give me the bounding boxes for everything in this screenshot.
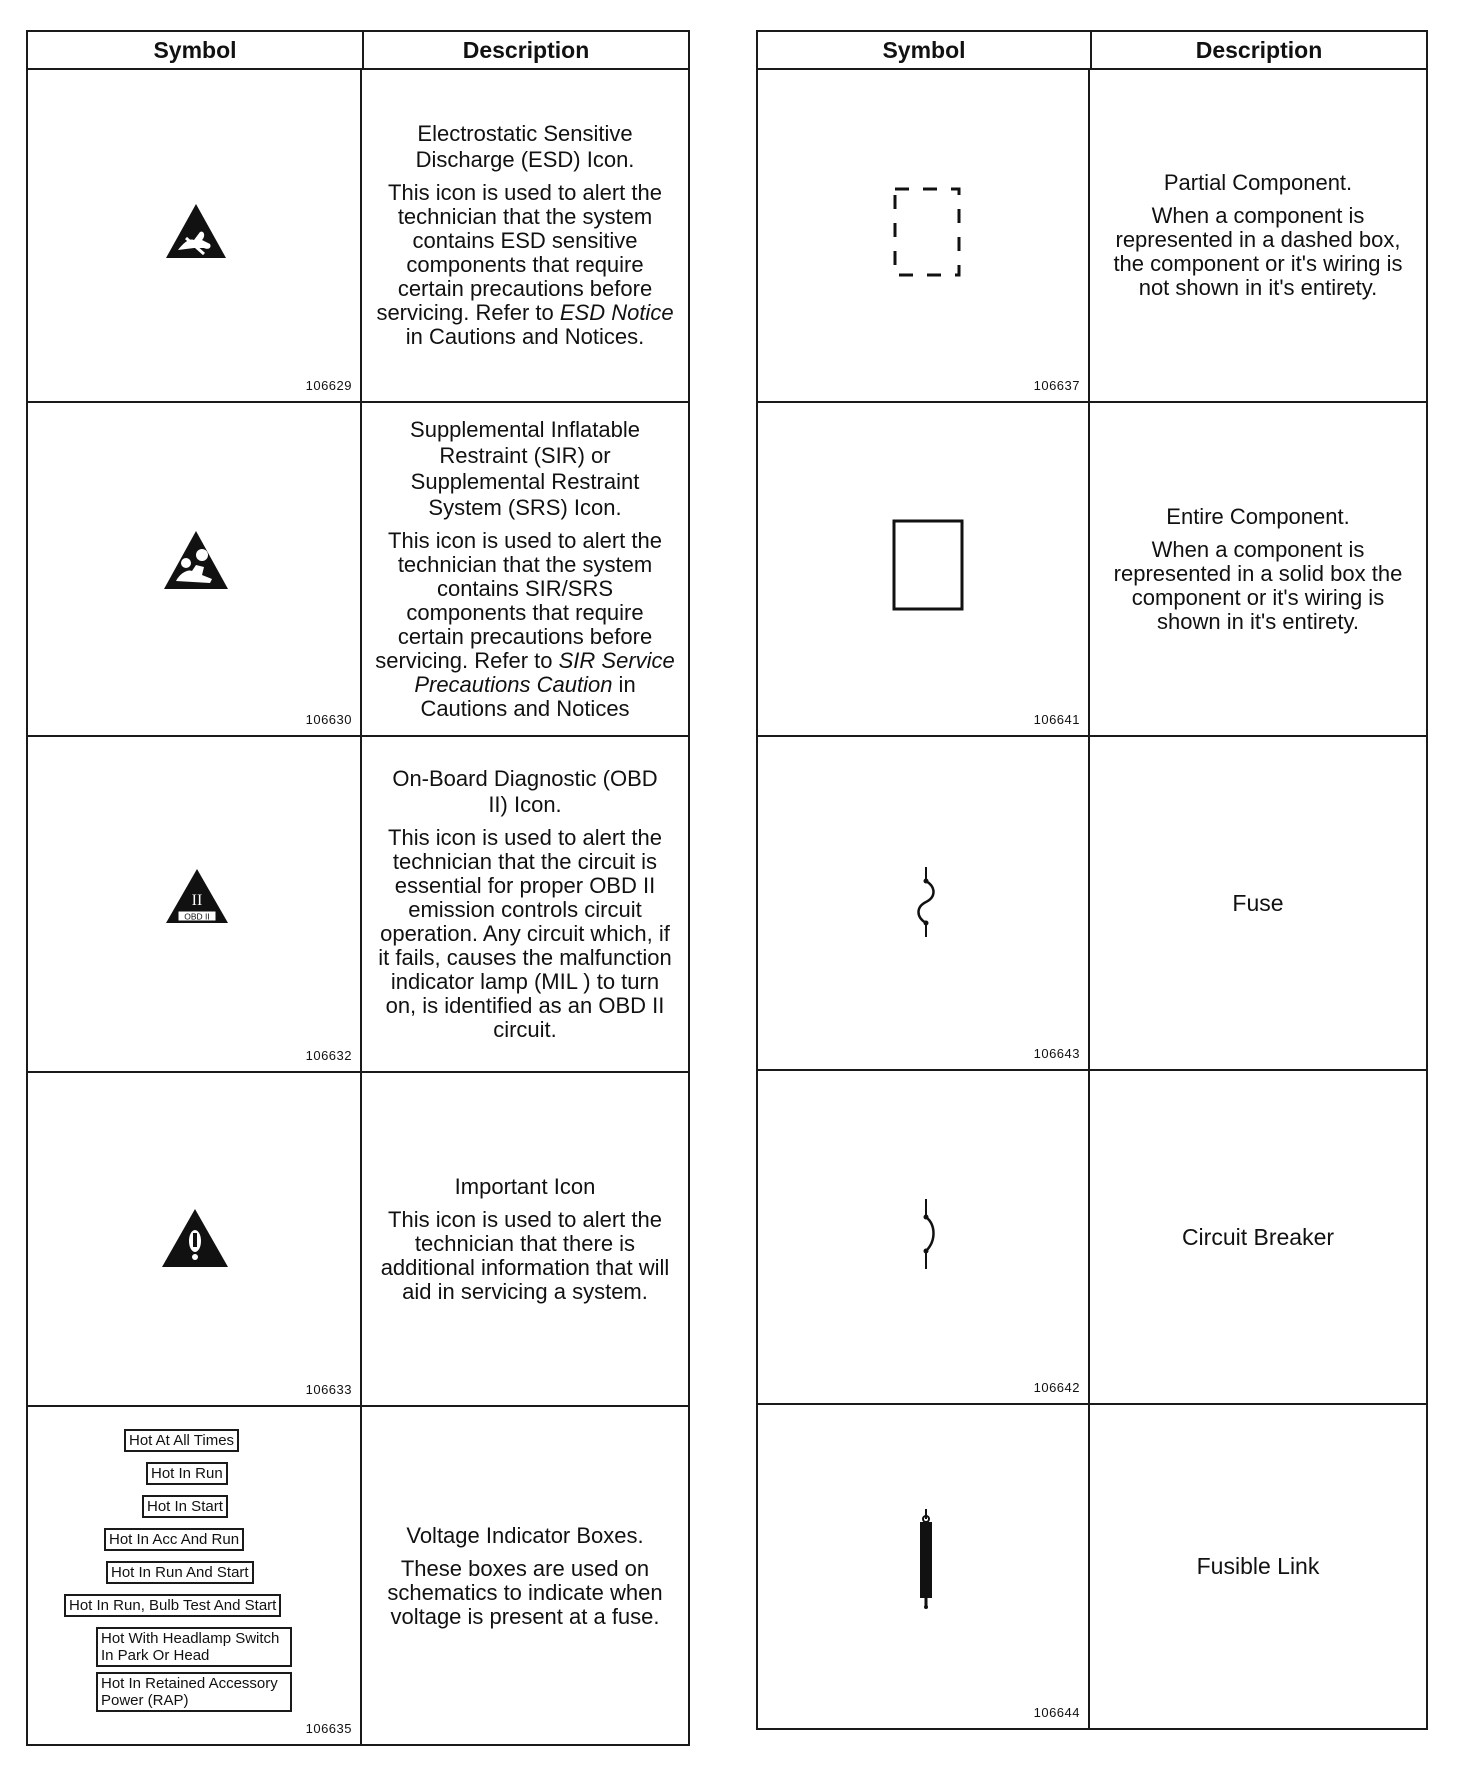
description-column-header: Description xyxy=(1195,36,1323,63)
description-title: Fusible Link xyxy=(1196,1553,1320,1579)
voltage-box: Hot In Retained Accessory Power (RAP) xyxy=(96,1672,292,1712)
description-body xyxy=(375,1557,675,1629)
symbol-cell xyxy=(758,68,1090,401)
table-row-esd xyxy=(28,68,688,403)
description-cell xyxy=(1090,403,1426,735)
body-text: This icon is used to alert the technician that there is additional information that will aid in servicing a system. xyxy=(380,1207,670,1304)
body-text-end: in Cautions and Notices xyxy=(420,672,636,721)
symbol-cell xyxy=(758,403,1090,735)
obd-ii-icon-numeral: II xyxy=(191,892,203,909)
table-row-obd-ii xyxy=(28,737,688,1073)
symbol-table-left xyxy=(26,30,690,1746)
voltage-box: Hot In Acc And Run xyxy=(104,1528,244,1551)
fuse-symbol xyxy=(914,867,938,942)
symbol-cell xyxy=(758,1405,1090,1728)
body-text: This icon is used to alert the technician that the system contains ESD sensitive components that require certain precautions before servicing. Refer to xyxy=(376,179,662,325)
figure-number: 106644 xyxy=(1033,1705,1080,1720)
description-title: Electrostatic Sensitive Discharge (ESD) Icon. xyxy=(415,120,635,172)
voltage-box: Hot In Run And Start xyxy=(106,1561,254,1584)
figure-number: 106633 xyxy=(305,1382,352,1397)
description-cell xyxy=(1090,68,1426,401)
important-icon xyxy=(160,1207,230,1274)
description-body xyxy=(375,826,675,1042)
table-row-fuse xyxy=(758,737,1426,1071)
esd-icon xyxy=(164,202,228,265)
symbol-cell xyxy=(28,1407,362,1744)
symbol-column-header: Symbol xyxy=(28,32,364,68)
table-row-sir-srs xyxy=(28,403,688,737)
description-title: Supplemental Inflatable Restraint (SIR) or Supplemental Restraint System (SRS) Icon. xyxy=(410,417,640,520)
table-header xyxy=(758,32,1426,70)
figure-number: 106642 xyxy=(1033,1380,1080,1395)
description-title: Important Icon xyxy=(454,1174,596,1199)
fusible-link-symbol xyxy=(914,1509,938,1614)
figure-number: 106643 xyxy=(1033,1046,1080,1061)
obd-ii-icon xyxy=(164,867,230,930)
figure-number: 106630 xyxy=(305,712,352,727)
voltage-box: Hot In Start xyxy=(142,1495,228,1518)
description-body xyxy=(375,1208,675,1304)
symbol-cell xyxy=(28,1073,362,1405)
description-body xyxy=(375,181,675,349)
description-cell xyxy=(1090,1405,1426,1728)
description-title: Circuit Breaker xyxy=(1181,1223,1335,1250)
description-cell xyxy=(1090,737,1426,1069)
table-row-entire-component xyxy=(758,403,1426,737)
description-title: Partial Component. xyxy=(1163,169,1353,195)
table-row-voltage-indicator xyxy=(28,1407,688,1744)
sir-srs-icon xyxy=(162,529,230,596)
figure-number: 106629 xyxy=(305,378,352,393)
voltage-box: Hot In Run xyxy=(146,1462,228,1485)
body-text: This icon is used to alert the technician that the system contains SIR/SRS components that require certain precautions before servicing. Refer to xyxy=(375,528,662,673)
description-cell xyxy=(362,737,688,1071)
body-emphasis: SIR Service Precautions Caution xyxy=(414,648,675,697)
symbol-column-header: Symbol xyxy=(758,32,1092,68)
body-text: This icon is used to alert the technician that the circuit is essential for proper OBD II emission controls circuit operation. Any circuit which, if it fails, causes the malfunction indicator lamp (MIL ) to turn on, is identified as an OBD II circuit. xyxy=(378,825,672,1042)
table-row-partial-component xyxy=(758,68,1426,403)
description-body xyxy=(375,529,675,721)
figure-number: 106635 xyxy=(305,1721,352,1736)
description-cell xyxy=(362,1073,688,1405)
description-cell xyxy=(362,68,688,401)
symbol-cell xyxy=(758,1071,1090,1403)
voltage-box: Hot At All Times xyxy=(124,1429,239,1452)
voltage-box: Hot In Run, Bulb Test And Start xyxy=(64,1594,281,1617)
body-emphasis: ESD Notice xyxy=(559,299,674,325)
symbol-cell xyxy=(758,737,1090,1069)
symbol-cell xyxy=(28,403,362,735)
description-body: When a component is represented in a solid box the component or it's wiring is shown in it's entirety. xyxy=(1113,537,1403,634)
table-row-circuit-breaker xyxy=(758,1071,1426,1405)
entire-component-symbol xyxy=(892,519,964,616)
body-text: These boxes are used on schematics to indicate when voltage is present at a fuse. xyxy=(387,1555,663,1629)
description-title: Entire Component. xyxy=(1166,504,1350,529)
table-row-important xyxy=(28,1073,688,1407)
circuit-breaker-symbol xyxy=(914,1199,938,1274)
description-title: Voltage Indicator Boxes. xyxy=(406,1522,644,1548)
partial-component-symbol xyxy=(892,186,962,283)
description-cell xyxy=(362,1407,688,1744)
figure-number: 106641 xyxy=(1033,712,1080,727)
symbol-cell xyxy=(28,68,362,401)
description-body: When a component is represented in a dashed box, the component or it's wiring is not shown in it's entirety. xyxy=(1113,202,1403,300)
table-header xyxy=(28,32,688,70)
description-title: On-Board Diagnostic (OBD II) Icon. xyxy=(392,766,658,817)
body-text-end: in Cautions and Notices. xyxy=(405,323,645,349)
description-column-header: Description xyxy=(462,36,590,63)
voltage-box: Hot With Headlamp Switch In Park Or Head xyxy=(96,1627,292,1667)
figure-number: 106637 xyxy=(1033,378,1080,393)
description-title: Fuse xyxy=(1232,889,1284,916)
obd-ii-icon-label: OBD II xyxy=(184,911,210,922)
symbol-table-right xyxy=(756,30,1428,1730)
description-cell xyxy=(1090,1071,1426,1403)
description-cell xyxy=(362,403,688,735)
table-row-fusible-link xyxy=(758,1405,1426,1728)
symbol-cell xyxy=(28,737,362,1071)
figure-number: 106632 xyxy=(305,1048,352,1063)
